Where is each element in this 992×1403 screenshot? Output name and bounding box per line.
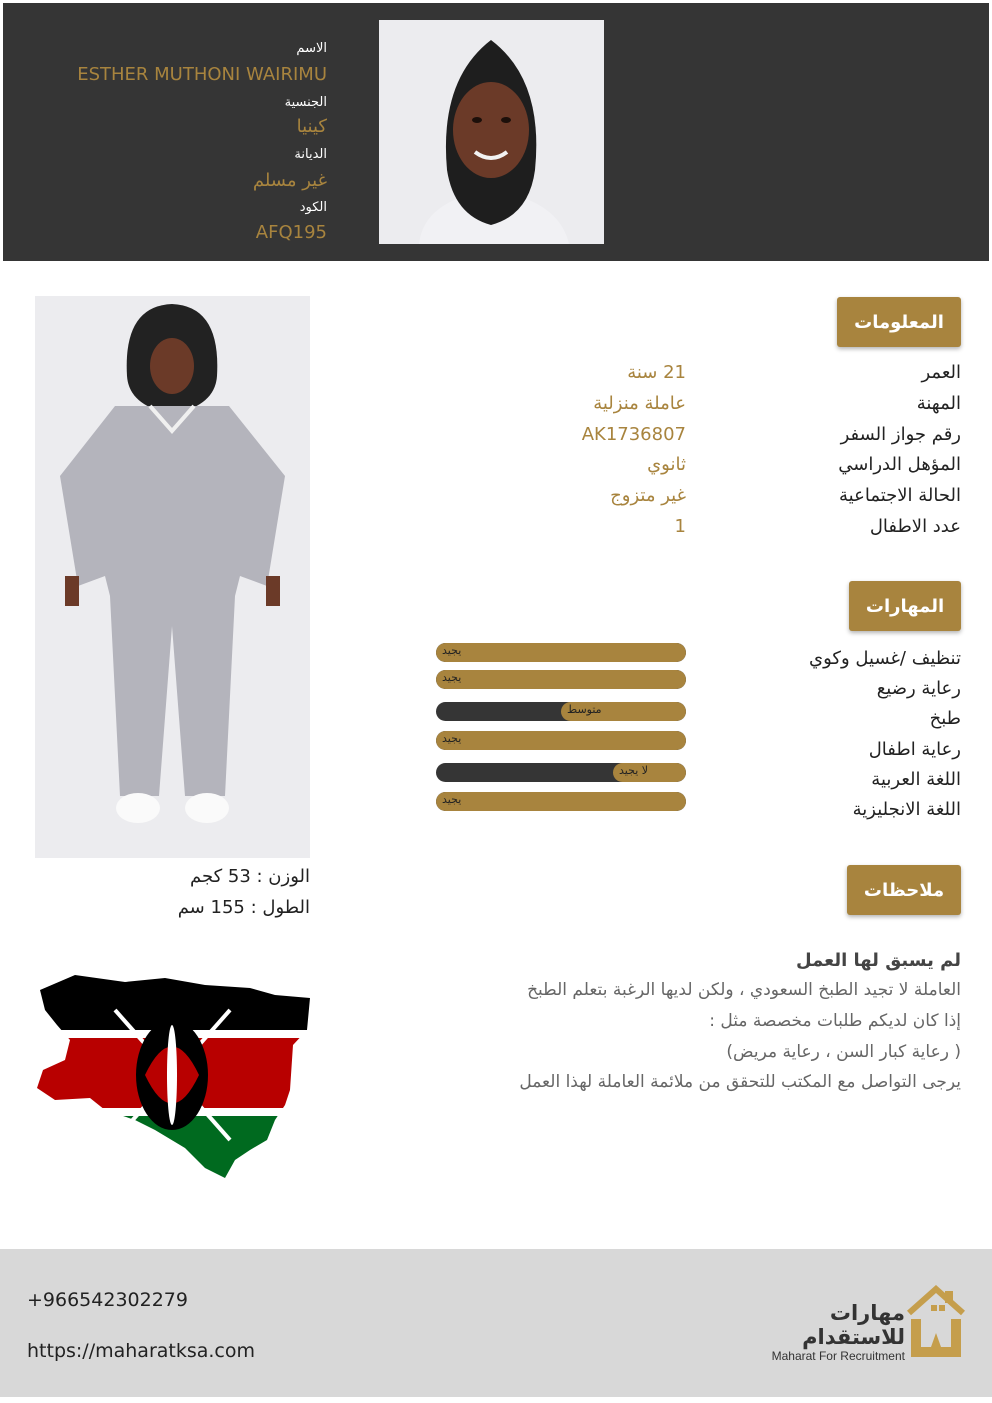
age-label: العمر [921,362,961,383]
skill-level: متوسط [567,703,602,716]
logo-text [740,1301,905,1363]
skill-label: رعاية رضيع [876,678,961,699]
code-value: AFQ195 [255,222,327,243]
skill-bar [436,643,686,662]
logo-english: Maharat For Recruitment [771,1349,905,1363]
age-value: 21 سنة [627,362,686,383]
marital-status-label: الحالة الاجتماعية [839,485,961,506]
nationality-label: الجنسية [284,95,327,110]
skill-label: رعاية اطفال [868,739,961,760]
footer [0,1249,992,1397]
weight-text: الوزن : 53 كجم [190,866,310,887]
notes-line: ( رعاية كبار السن ، رعاية مريض) [726,1042,961,1062]
skill-level: يجيد [442,644,462,657]
skill-level: لا يجيد [619,764,649,777]
notes-line: العاملة لا تجيد الطبخ السعودي ، ولكن لديها الرغبة بتعلم الطبخ [527,980,961,1000]
logo-arabic: مهارات للاستقدام [802,1301,905,1349]
skill-bar-fill [436,670,686,689]
skill-level: يجيد [442,671,462,684]
skill-label: طبخ [929,708,961,729]
skill-label: تنظيف /غسيل وكوي [809,648,961,669]
code-label: الكود [299,200,327,215]
skill-bar-fill [436,731,686,750]
notes-title: لم يسبق لها العمل [796,950,961,971]
name-label: الاسم [296,41,327,56]
children-label: عدد الاطفال [869,516,961,537]
nationality-value: كينيا [296,116,327,137]
children-value: 1 [674,516,686,537]
phone-number[interactable]: +966542302279 [27,1289,188,1311]
skill-bar [436,731,686,750]
skill-bar [436,763,686,782]
profession-value: عاملة منزلية [593,393,686,414]
passport-label: رقم جواز السفر [840,424,961,445]
kenya-flag-map [35,970,313,1180]
skill-bar [436,702,686,721]
worker-name: ESTHER MUTHONI WAIRIMU [77,64,327,85]
skill-level: يجيد [442,732,462,745]
full-body-photo [35,296,310,858]
skill-bar-fill [436,643,686,662]
maharat-logo-icon [905,1285,967,1359]
notes-line: يرجى التواصل مع المكتب للتحقق من ملائمة العاملة لهذا العمل [519,1072,961,1092]
notes-heading: ملاحظات [847,865,961,915]
height-text: الطول : 155 سم [177,897,310,918]
marital-status-value: غير متزوج [610,485,686,506]
skill-label: اللغة العربية [871,769,961,790]
religion-label: الديانة [294,147,327,162]
education-value: ثانوي [647,454,686,475]
education-label: المؤهل الدراسي [838,454,961,475]
portrait-photo [379,20,604,244]
skills-heading: المهارات [849,581,961,631]
skill-bar-fill [436,792,686,811]
notes-line: إذا كان لديكم طلبات مخصصة مثل : [709,1011,961,1031]
skill-bar [436,792,686,811]
website-link[interactable]: https://maharatksa.com [27,1340,256,1362]
skill-bar [436,670,686,689]
passport-value: AK1736807 [581,424,686,445]
info-heading: المعلومات [837,297,961,347]
religion-value: غير مسلم [252,170,327,191]
skill-label: اللغة الانجليزية [852,799,961,820]
profession-label: المهنة [916,393,961,414]
skill-level: يجيد [442,793,462,806]
